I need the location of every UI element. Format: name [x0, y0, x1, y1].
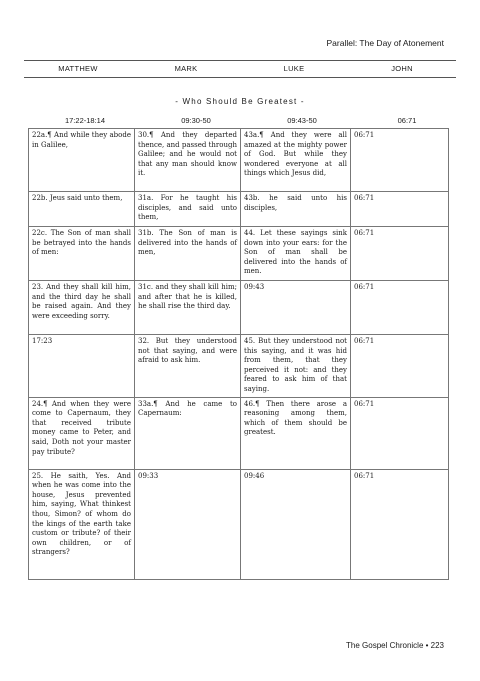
mark-cell: 30.¶ And they departed thence, and passed through Galilee; and he would not that any man should know it.	[135, 129, 241, 192]
page-footer: The Gospel Chronicle • 223	[346, 641, 444, 650]
gospel-column-header	[24, 60, 456, 78]
john-cell: 06:71	[351, 335, 449, 398]
mark-cell: 32. But they understood not that saying, and were afraid to ask him.	[135, 335, 241, 398]
section-title: - Who Should Be Greatest -	[175, 97, 305, 106]
table-row	[29, 335, 449, 398]
table-row	[29, 469, 449, 579]
column-matthew: MATTHEW	[58, 64, 98, 73]
parallel-table	[28, 128, 449, 580]
john-cell: 06:71	[351, 192, 449, 227]
luke-cell: 43a.¶ And they were all amazed at the mighty power of God. But while they wondered everyone at all things which Jesus did,	[241, 129, 351, 192]
john-cell: 06:71	[351, 469, 449, 579]
ref-luke: 09:43-50	[287, 116, 317, 125]
ref-matthew: 17:22-18:14	[64, 116, 106, 125]
luke-cell: 44. Let these sayings sink down into your ears: for the Son of man shall be delivered into the hands of men.	[241, 227, 351, 281]
reference-row	[24, 116, 456, 125]
table-row	[29, 397, 449, 469]
running-head: Parallel: The Day of Atonement	[326, 38, 444, 48]
table-row	[29, 227, 449, 281]
matthew-cell: 22c. The Son of man shall be betrayed into the hands of men:	[29, 227, 135, 281]
matthew-cell: 22b. Jeus said unto them,	[29, 192, 135, 227]
mark-cell: 31b. The Son of man is delivered into the hands of men,	[135, 227, 241, 281]
matthew-cell: 23. And they shall kill him, and the third day he shall be raised again. And they were exceeding sorry.	[29, 281, 135, 335]
luke-cell: 43b. he said unto his disciples,	[241, 192, 351, 227]
table-row	[29, 192, 449, 227]
mark-cell: 31c. and they shall kill him; and after that he is killed, he shall rise the third day.	[135, 281, 241, 335]
john-cell: 06:71	[351, 397, 449, 469]
mark-cell: 33a.¶ And he came to Capernaum:	[135, 397, 241, 469]
ref-mark: 09:30-50	[181, 116, 211, 125]
column-mark: MARK	[174, 64, 198, 73]
john-cell: 06:71	[351, 281, 449, 335]
table-row	[29, 281, 449, 335]
column-john: JOHN	[391, 64, 413, 73]
luke-cell: 09:46	[241, 469, 351, 579]
john-cell: 06:71	[351, 129, 449, 192]
mark-cell: 31a. For he taught his disciples, and said unto them,	[135, 192, 241, 227]
luke-cell: 45. But they understood not this saying, and it was hid from them, that they perceived it not: and they feared to ask him of that saying.	[241, 335, 351, 398]
column-luke: LUKE	[283, 64, 305, 73]
ref-john: 06:71	[397, 116, 417, 125]
matthew-cell: 17:23	[29, 335, 135, 398]
luke-cell: 46.¶ Then there arose a reasoning among them, which of them should be greatest.	[241, 397, 351, 469]
table-row	[29, 129, 449, 192]
john-cell: 06:71	[351, 227, 449, 281]
luke-cell: 09:43	[241, 281, 351, 335]
matthew-cell: 25. He saith, Yes. And when he was come into the house, Jesus prevented him, saying, What thinkest thou, Simon? of whom do the kings of the earth take custom or tribute? of their own children, or of strangers?	[29, 469, 135, 579]
matthew-cell: 22a.¶ And while they abode in Galilee,	[29, 129, 135, 192]
matthew-cell: 24.¶ And when they were come to Capernaum, they that received tribute money came to Peter, and said, Doth not your master pay tribute?	[29, 397, 135, 469]
mark-cell: 09:33	[135, 469, 241, 579]
